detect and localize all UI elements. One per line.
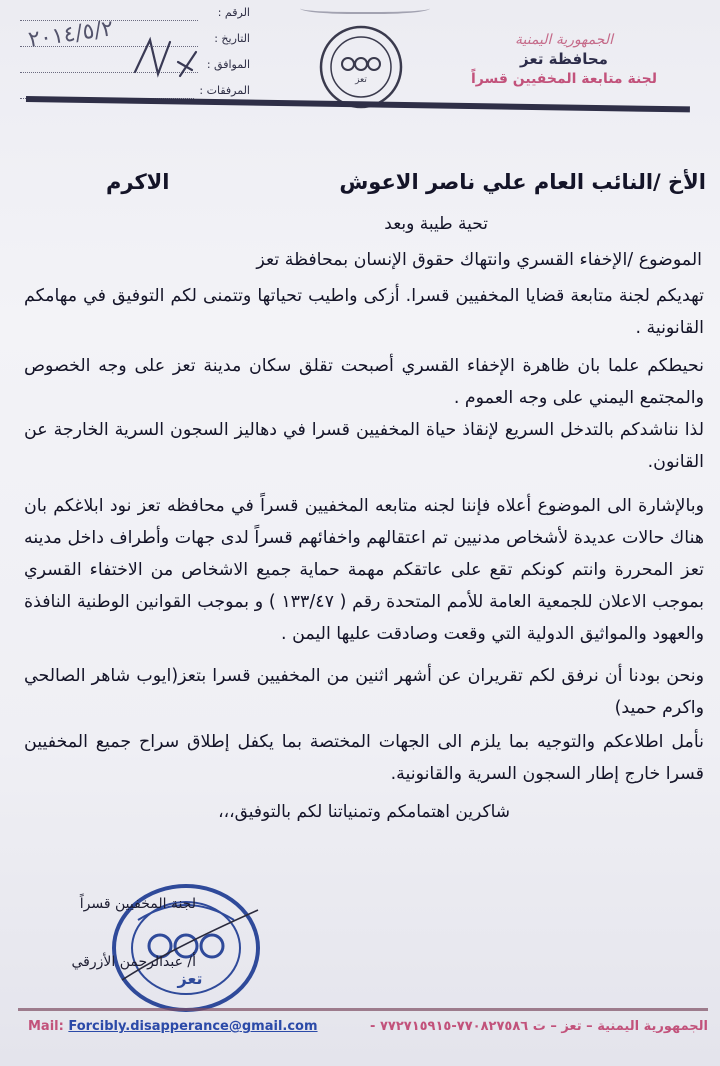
top-smudge — [300, 0, 430, 14]
salutation-line — [22, 160, 710, 208]
signature-block — [22, 880, 272, 1000]
paragraph: لذا نناشدكم بالتدخل السريع لإنقاذ حياة المخفيين قسرا في دهاليز السجون السرية الخارجة عن القانون. — [24, 420, 704, 472]
letter-body — [22, 160, 710, 822]
closing-line: شاكرين اهتمامكم وتمنياتنا لكم بالتوفيق،،، — [218, 802, 510, 822]
footer-address — [370, 1019, 708, 1034]
email-link[interactable]: Forcibly.disapperance@gmail.com — [68, 1019, 318, 1034]
footer-phones: ٧٧٠٨٢٧٥٨٦-٧٧٢٧١٥٩١٥ - — [370, 1019, 529, 1034]
paragraph: تهديكم لجنة متابعة قضايا المخفيين قسرا. أزكى واطيب تحياتها وتتمنى لكم التوفيق في مهامكم القانونية . — [24, 286, 704, 338]
date-label: التاريخ : — [214, 32, 250, 45]
country-name: الجمهورية اليمنية — [514, 32, 613, 48]
governorate-name: محافظة تعز — [520, 50, 608, 68]
corresponding-label: الموافق : — [206, 58, 250, 71]
addressee: الأخ /النائب العام علي ناصر الاعوش — [339, 170, 706, 194]
footer-address-text: الجمهورية اليمنية – تعز – ت — [532, 1019, 708, 1034]
issuer-block — [454, 32, 674, 87]
honorific: الاكرم — [106, 170, 170, 194]
handwritten-mark — [130, 32, 200, 82]
paragraph: نحيطكم علما بان ظاهرة الإخفاء القسري أصبحت تقلق سكان مدينة تعز على وجه الخصوص والمجتمع اليمني على وجه العموم . — [24, 356, 704, 408]
footer-mail — [28, 1019, 318, 1034]
signatory-committee: لجنة المخفيين قسراً — [79, 896, 196, 912]
handwritten-date: ٢٠١٤/٥/٢ — [26, 16, 116, 53]
greeting: تحية طيبة وبعد — [384, 214, 488, 234]
paragraph: وبالإشارة الى الموضوع أعلاه فإننا لجنه متابعه المخفيين قسراً في محافظه تعز نود ابلاغكم بان هناك حالات عديدة لأشخاص مدنيين تم اعتقالهم واخفائهم قسراً لدى جهات وأطراف داخل مدينه تعز المحررة وانتم كونكم تقع على عاتقكم مهمة حماية جميع الاشخاص من الاختفاء القسري بموجب الاعلان للجمعية العامة للأمم المتحدة رقم ( ١٣٣/٤٧ ) و بموجب القوانين الوطنية النافذة والعهود والمواثيق الدولية التي وقعت وصادقت عليها اليمن . — [24, 496, 704, 644]
seal-city-text: تعز — [355, 75, 367, 85]
stamp-city-text: تعز — [177, 969, 203, 988]
attachments-label: المرفقات : — [199, 84, 250, 97]
reference-block — [20, 2, 250, 106]
committee-seal-icon — [318, 24, 404, 110]
committee-name: لجنة متابعة المخفيين قسراً — [470, 71, 658, 87]
footer-divider — [18, 1008, 708, 1011]
footer — [28, 1016, 708, 1042]
mail-label: Mail: — [28, 1019, 64, 1034]
subject-line: الموضوع /الإخفاء القسري وانتهاك حقوق الإنسان بمحافظة تعز — [256, 250, 702, 270]
paragraph: ونحن بودنا أن نرفق لكم تقريران عن أشهر اثنين من المخفيين قسرا بتعز(ايوب شاهر الصالحي واكرم حميد) — [24, 666, 704, 718]
paragraph: نأمل اطلاعكم والتوجيه بما يلزم الى الجهات المختصة بما يكفل إطلاق سراح جميع المخفيين قسرا خارج إطار السجون السرية والقانونية. — [24, 732, 704, 784]
letterhead — [0, 0, 720, 130]
reference-label: الرقم : — [217, 6, 250, 19]
signatory-name: أ/ عبدالرحمن الأزرقي — [71, 954, 196, 970]
